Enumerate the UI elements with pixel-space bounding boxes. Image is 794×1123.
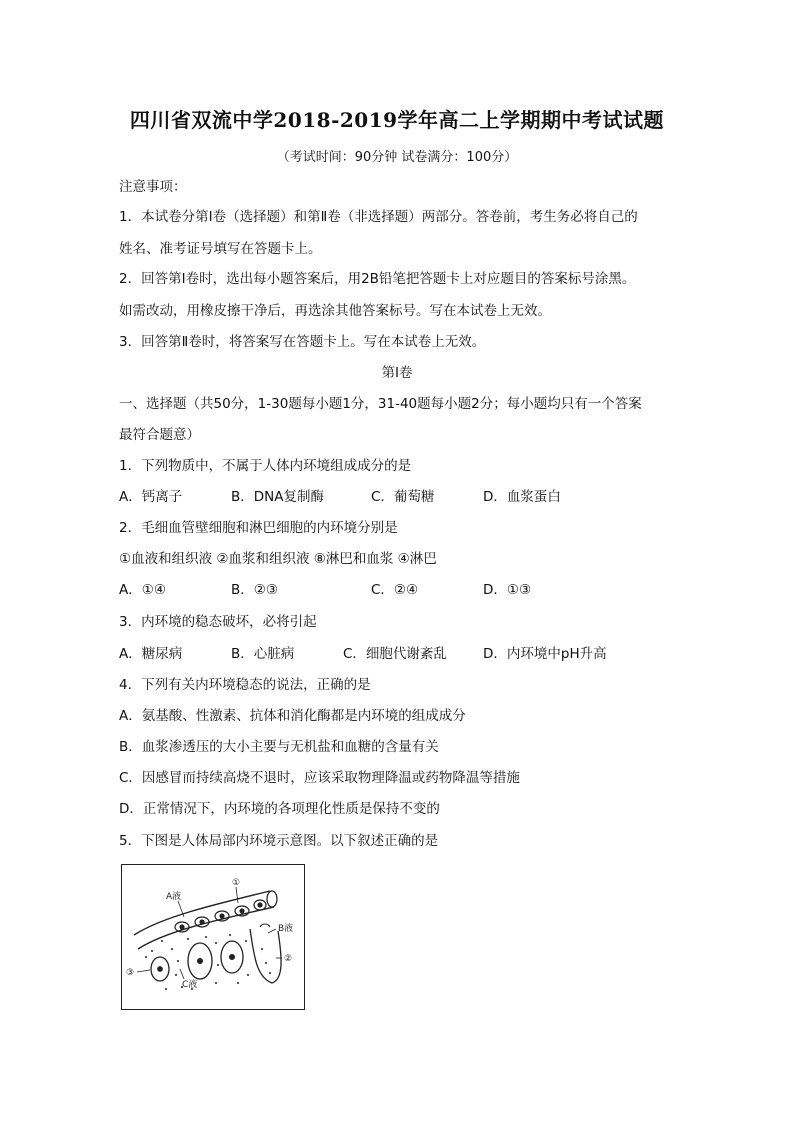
question-2-option-a: A．①④: [119, 582, 166, 598]
lymph-vessel: [250, 929, 281, 983]
question-2-option-b: B．②③: [231, 582, 278, 598]
notice-item-1-line-2: 姓名、准考证号填写在答题卡上。: [119, 241, 322, 257]
notice-item-2-line-1: 2．回答第Ⅰ卷时，选出每小题答案后，用2B铅笔把答题卡上对应题目的答案标号涂黑。: [119, 271, 636, 287]
question-4-option-a: A．氨基酸、性激素、抗体和消化酶都是内环境的组成成分: [119, 708, 466, 724]
diagram-drawing: [122, 865, 304, 1009]
blood-cells: [175, 900, 266, 932]
question-1-option-c: C．葡萄糖: [371, 489, 435, 505]
leader-line-1: [236, 887, 238, 903]
label-b-liquid: B液: [278, 924, 294, 934]
marker-3: ③: [126, 968, 135, 978]
capillary-end: [267, 891, 277, 907]
question-4-stem: 4．下列有关内环境稳态的说法，正确的是: [119, 677, 371, 693]
label-a-liquid: A液: [166, 892, 182, 902]
question-3-option-a: A．糖尿病: [119, 646, 183, 662]
capillary-lower-wall: [138, 907, 274, 949]
volume-heading: 第Ⅰ卷: [381, 365, 413, 381]
question-4-option-b: B．血浆渗透压的大小主要与无机盐和血糖的含量有关: [119, 739, 439, 755]
internal-environment-diagram: [121, 864, 305, 1010]
exam-subtitle: （考试时间：90分钟 试卷满分：100分）: [276, 150, 518, 165]
question-3-option-c: C．细胞代谢紊乱: [343, 646, 447, 662]
question-1-stem: 1．下列物质中，不属于人体内环境组成成分的是: [119, 458, 412, 474]
question-5-stem: 5．下图是人体局部内环境示意图。以下叙述正确的是: [119, 833, 439, 849]
leader-line-3: [137, 970, 150, 972]
question-2-stem: 2．毛细血管壁细胞和淋巴细胞的内环境分别是: [119, 520, 398, 536]
notice-item-1-line-1: 1．本试卷分第Ⅰ卷（选择题）和第Ⅱ卷（非选择题）两部分。答卷前，考生务必将自己的: [119, 209, 638, 225]
question-1-option-d: D．血浆蛋白: [483, 489, 561, 505]
question-4-option-c: C．因感冒而持续高烧不退时，应该采取物理降温或药物降温等措施: [119, 770, 520, 786]
tissue-cells: [151, 941, 243, 981]
question-3-option-b: B．心脏病: [231, 646, 295, 662]
question-1-option-a: A．钙离子: [119, 489, 183, 505]
marker-1: ①: [232, 878, 241, 888]
question-1-option-b: B．DNA复制酶: [231, 489, 324, 505]
leader-line-b: [268, 929, 276, 933]
notice-heading: 注意事项：: [119, 179, 187, 195]
question-2-option-c: C．②④: [371, 582, 419, 598]
section-heading-line-2: 最符合题意）: [119, 427, 200, 443]
section-heading-line-1: 一、选择题（共50分，1-30题每小题1分，31-40题每小题2分；每小题均只有一个答案: [119, 396, 642, 412]
notice-item-2-line-2: 如需改动，用橡皮擦干净后，再选涂其他答案标号。写在本试卷上无效。: [119, 303, 551, 319]
question-2-option-d: D．①③: [483, 582, 532, 598]
leader-line-c: [180, 969, 184, 979]
notice-item-3: 3．回答第Ⅱ卷时，将答案写在答题卡上。写在本试卷上无效。: [119, 334, 486, 350]
label-c-liquid: C液: [182, 980, 198, 990]
question-3-option-d: D．内环境中pH升高: [483, 646, 607, 662]
question-3-stem: 3．内环境的稳态破坏，必将引起: [119, 614, 317, 630]
exam-title: 四川省双流中学2018-2019学年高二上学期期中考试试题: [129, 108, 665, 132]
marker-2: ②: [284, 954, 293, 964]
lymph-vessel-opening: [260, 924, 270, 927]
question-2-choices: ①血液和组织液 ②血浆和组织液 ⑧淋巴和血浆 ④淋巴: [119, 551, 437, 567]
question-4-option-d: D．正常情况下，内环境的各项理化性质是保持不变的: [119, 801, 440, 817]
